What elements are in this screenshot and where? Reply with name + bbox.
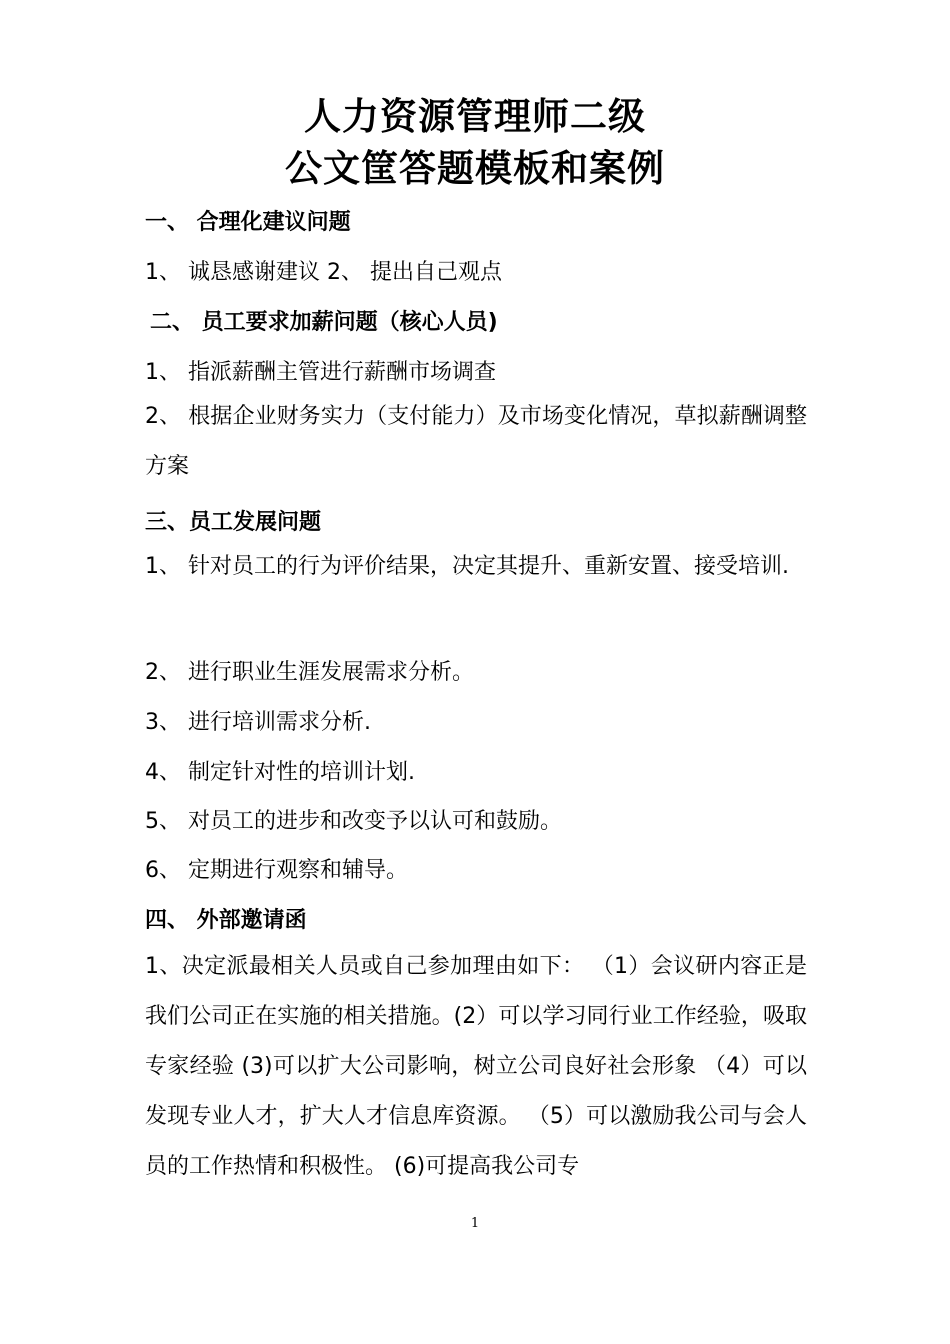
section-3-item-4: 4、 制定针对性的培训计划. xyxy=(145,760,415,785)
section-heading-1: 一、 合理化建议问题 xyxy=(145,210,351,235)
document-title-line-1: 人力资源管理师二级 xyxy=(304,95,646,138)
section-heading-3: 三、员工发展问题 xyxy=(145,510,322,535)
section-1-item-1: 1、 诚恳感谢建议 2、 提出自己观点 xyxy=(145,260,502,285)
document-title-line-2: 公文筐答题模板和案例 xyxy=(285,147,665,190)
section-heading-4: 四、 外部邀请函 xyxy=(145,908,307,933)
section-4-item-1: 1、决定派最相关人员或自己参加理由如下： （1）会议研内容正是我们公司正在实施的相关措施。(2）可以学习同行业工作经验，吸取专家经验 (3)可以扩大公司影响，树立公司良好社会形象 （4）可以发现专业人才，扩大人才信息库资源。 （5）可以激励我公司与会人员的工作热情和积极性。 (6)可提高我公司专 xyxy=(145,954,807,1179)
section-3-item-3: 3、 进行培训需求分析. xyxy=(145,710,371,735)
section-3-item-2: 2、 进行职业生涯发展需求分析。 xyxy=(145,660,474,685)
section-3-item-6: 6、 定期进行观察和辅导。 xyxy=(145,858,408,883)
section-3-item-1: 1、 针对员工的行为评价结果，决定其提升、重新安置、接受培训. xyxy=(145,554,789,579)
section-2-item-2: 2、 根据企业财务实力（支付能力）及市场变化情况，草拟薪酬调整方案 xyxy=(145,404,807,479)
section-heading-2: 二、 员工要求加薪问题（核心人员) xyxy=(150,310,498,335)
section-2-item-1: 1、 指派薪酬主管进行薪酬市场调查 xyxy=(145,360,496,385)
section-3-item-5: 5、 对员工的进步和改变予以认可和鼓励。 xyxy=(145,809,562,834)
page-number: 1 xyxy=(470,1216,480,1231)
